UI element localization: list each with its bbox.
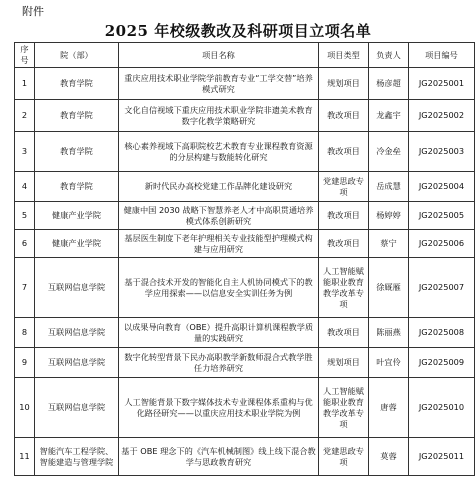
document-title: 2025 年校级教改及科研项目立项名单 [104,22,372,40]
header-no: 序号 [15,43,35,68]
cell-leader: 龙鑫宇 [369,100,409,132]
cell-code: JG2025005 [409,202,475,230]
cell-dept: 教育学院 [35,68,119,100]
cell-dept: 互联网信息学院 [35,258,119,318]
cell-dept: 健康产业学院 [35,230,119,258]
cell-project-name: 数字化转型背景下民办高职教学新数师混合式教学胜任力培养研究 [119,348,319,378]
cell-leader: 莫蓉 [369,438,409,476]
cell-type: 党建思政专项 [319,438,369,476]
header-name: 项目名称 [119,43,319,68]
cell-type: 党建思政专项 [319,172,369,202]
cell-leader: 岳成慧 [369,172,409,202]
cell-type: 教改项目 [319,230,369,258]
cell-code: JG2025010 [409,378,475,438]
cell-no: 10 [15,378,35,438]
cell-project-name: 基层医生制度下老年护理相关专业技能型护理模式构建与应用研究 [119,230,319,258]
cell-code: JG2025003 [409,132,475,172]
table-row [15,258,475,318]
cell-leader: 叶宜伶 [369,348,409,378]
table-row [15,230,475,258]
cell-no: 1 [15,68,35,100]
table-row [15,378,475,438]
cell-dept: 互联网信息学院 [35,318,119,348]
table-row [15,438,475,476]
table-row [15,100,475,132]
cell-project-name: 重庆应用技术职业学院学前教育专业“工学交替”培养模式研究 [119,68,319,100]
table-row [15,202,475,230]
table-row [15,132,475,172]
cell-type: 教改项目 [319,318,369,348]
table-header-row [15,43,475,68]
cell-leader: 冷金垒 [369,132,409,172]
table-row [15,318,475,348]
cell-no: 11 [15,438,35,476]
cell-project-name: 核心素养视域下高职院校艺术教育专业课程教育资源的分层构建与数能转化研究 [119,132,319,172]
cell-leader: 唐蓉 [369,378,409,438]
cell-project-name: 文化自信视域下重庆应用技术职业学院非遗美术教育数字化教学策略研究 [119,100,319,132]
cell-leader: 杨彦超 [369,68,409,100]
cell-type: 规划项目 [319,68,369,100]
cell-dept: 健康产业学院 [35,202,119,230]
cell-no: 9 [15,348,35,378]
table-row [15,348,475,378]
cell-type: 教改项目 [319,202,369,230]
cell-code: JG2025002 [409,100,475,132]
cell-project-name: 基于 OBE 理念下的《汽车机械制图》线上线下混合教学与思政教育研究 [119,438,319,476]
cell-project-name: 人工智能背景下数字媒体技术专业课程体系重构与优化路径研究——以重庆应用技术职业学院为例 [119,378,319,438]
table-row [15,68,475,100]
cell-leader: 徐厩雁 [369,258,409,318]
cell-project-name: 基于混合技术开发的智能化自主人机协同模式下的教学应用探索——以信息安全实训任务为例 [119,258,319,318]
cell-code: JG2025006 [409,230,475,258]
cell-dept: 教育学院 [35,172,119,202]
cell-dept: 教育学院 [35,132,119,172]
cell-type: 人工智能赋能职业教育教学改革专项 [319,378,369,438]
cell-dept: 教育学院 [35,100,119,132]
cell-no: 2 [15,100,35,132]
cell-code: JG2025004 [409,172,475,202]
header-leader: 负责人 [369,43,409,68]
cell-leader: 蔡宁 [369,230,409,258]
cell-type: 人工智能赋能职业教育教学改革专项 [319,258,369,318]
cell-dept: 互联网信息学院 [35,348,119,378]
cell-no: 7 [15,258,35,318]
cell-code: JG2025009 [409,348,475,378]
cell-dept: 智能汽车工程学院、智能建造与管理学院 [35,438,119,476]
cell-leader: 陈丽燕 [369,318,409,348]
attachment-label: 附件 [22,5,44,18]
cell-no: 5 [15,202,35,230]
cell-code: JG2025007 [409,258,475,318]
header-type: 项目类型 [319,43,369,68]
cell-no: 6 [15,230,35,258]
cell-project-name: 以成果导向教育（OBE）提升高职计算机课程教学质量的实践研究 [119,318,319,348]
table-row [15,172,475,202]
cell-no: 8 [15,318,35,348]
cell-type: 规划项目 [319,348,369,378]
cell-no: 3 [15,132,35,172]
cell-type: 教改项目 [319,100,369,132]
cell-type: 教改项目 [319,132,369,172]
header-dept: 院（部） [35,43,119,68]
project-table [14,42,475,476]
cell-project-name: 健康中国 2030 战略下智慧养老人才中高职贯通培养模式体系创新研究 [119,202,319,230]
cell-code: JG2025008 [409,318,475,348]
cell-code: JG2025001 [409,68,475,100]
cell-leader: 杨婷婷 [369,202,409,230]
cell-project-name: 新时代民办高校党建工作品牌化建设研究 [119,172,319,202]
header-code: 项目编号 [409,43,475,68]
cell-dept: 互联网信息学院 [35,378,119,438]
cell-code: JG2025011 [409,438,475,476]
cell-no: 4 [15,172,35,202]
